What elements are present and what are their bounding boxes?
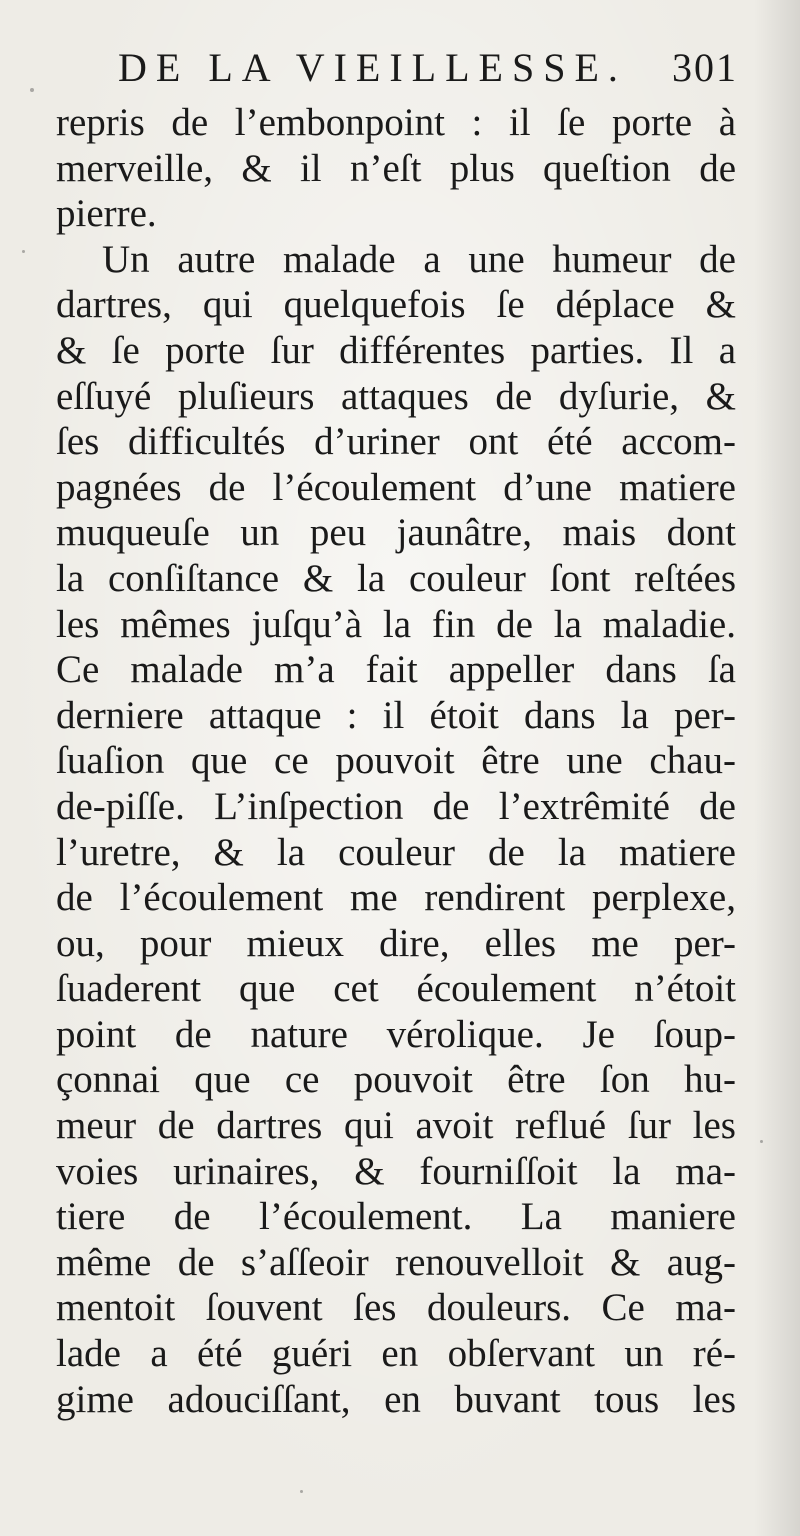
text-line: merveille, & il n’eſt plus queſtion de xyxy=(56,146,736,190)
text-line: ſuaderent que cet écoulement n’étoit xyxy=(56,967,736,1011)
ink-speck xyxy=(760,1140,763,1143)
text-line: derniere attaque : il étoit dans la per- xyxy=(56,693,736,737)
paragraph-first-line: Un autre malade a une humeur de xyxy=(102,237,736,281)
text-line: ou, pour mieux dire, elles me per- xyxy=(56,921,736,965)
text-line: point de nature vérolique. Je ſoup- xyxy=(56,1012,736,1056)
text-line: la conſiſtance & la couleur ſont reſtées xyxy=(56,556,736,600)
text-line: Ce malade m’a fait appeller dans ſa xyxy=(56,648,736,692)
text-line: dartres, qui quelquefois ſe déplace & xyxy=(56,283,736,327)
text-line: gime adouciſſant, en buvant tous les xyxy=(56,1377,736,1421)
text-line: pierre. xyxy=(56,192,157,236)
text-line: les mêmes juſqu’à la fin de la maladie. xyxy=(56,602,736,646)
text-line: meur de dartres qui avoit reflué ſur les xyxy=(56,1104,736,1148)
ink-speck xyxy=(22,250,25,253)
text-line: voies urinaires, & fourniſſoit la ma- xyxy=(56,1149,736,1193)
text-line: repris de l’embonpoint : il ſe porte à xyxy=(56,101,736,144)
page-number: 301 xyxy=(672,45,738,90)
text-line: l’uretre, & la couleur de la matiere xyxy=(56,830,736,874)
text-line: de-piſſe. L’inſpection de l’extrêmité de xyxy=(56,784,736,828)
text-line: ſuaſion que ce pouvoit être une chau- xyxy=(56,739,736,783)
text-line: çonnai que ce pouvoit être ſon hu- xyxy=(56,1058,736,1102)
text-line: pagnées de l’écoulement d’une matiere xyxy=(56,465,736,509)
text-line: muqueuſe un peu jaunâtre, mais dont xyxy=(56,511,736,555)
text-line: mentoit ſouvent ſes douleurs. Ce ma- xyxy=(56,1286,736,1330)
ink-speck xyxy=(300,1490,303,1493)
ink-speck xyxy=(30,88,34,92)
text-line: & ſe porte ſur différentes parties. Il a xyxy=(56,328,736,372)
running-header xyxy=(118,44,738,98)
running-title: DE LA VIEILLESSE. xyxy=(118,45,627,90)
text-line: même de s’aſſeoir renouvelloit & aug- xyxy=(56,1240,736,1284)
page-edge-shadow xyxy=(754,0,800,1536)
text-line: lade a été guéri en obſervant un ré- xyxy=(56,1332,736,1376)
text-line: eſſuyé pluſieurs attaques de dyſurie, & xyxy=(56,374,736,418)
text-line: ſes difficultés d’uriner ont été accom- xyxy=(56,420,736,464)
text-line: de l’écoulement me rendirent perplexe, xyxy=(56,876,736,920)
text-line: tiere de l’écoulement. La maniere xyxy=(56,1195,736,1239)
body-text xyxy=(56,100,736,1422)
